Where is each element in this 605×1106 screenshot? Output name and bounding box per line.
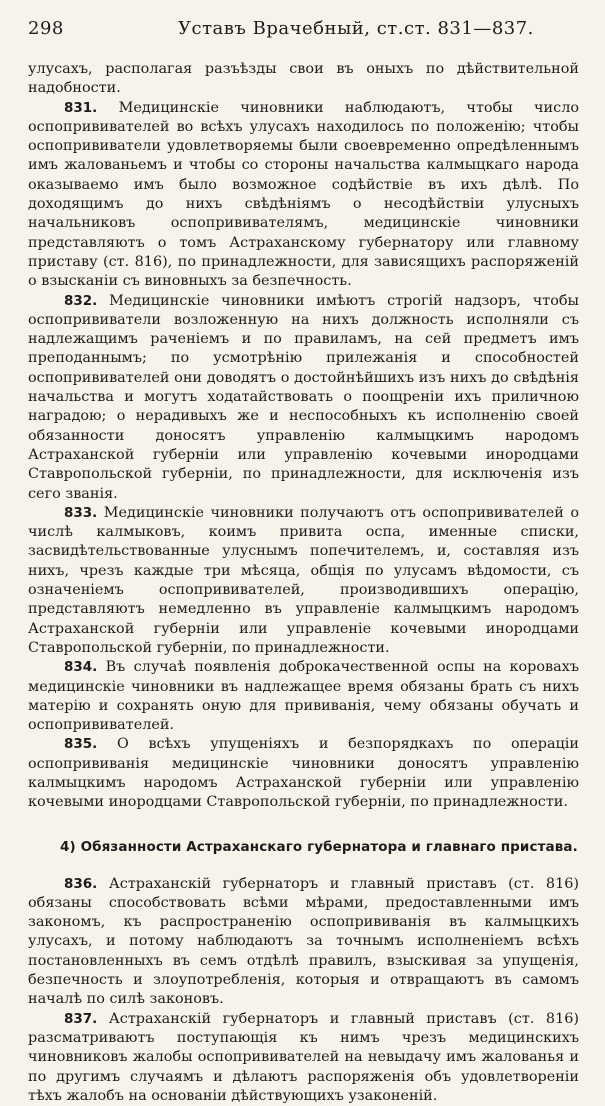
article-text: Медицинскіе чиновники наблюдаютъ, чтобы число оспопрививателей во всѣхъ улусахъ находилось по положенію; чтобы оспопрививатели удовлетворяемы были своевременно опредѣленнымъ имъ жалованьемъ и чтобы со стороны начальства калмыцкаго народа оказываемо имъ было возможное содѣйствіе въ ихъ дѣлѣ. По доходящимъ до нихъ свѣдѣніямъ о несодѣйствіи улусныхъ начальниковъ оспопрививателямъ, медицинскіе чиновники представляютъ о томъ Астраханскому губернатору или главному приставу (ст. 816), по принадлежности, для зависящихъ распоряженій о взысканіи съ виновныхъ за безпечность. xyxy=(28,99,580,290)
article-paragraph xyxy=(28,658,579,735)
article-text: Медицинскіе чиновники имѣютъ строгій надзоръ, чтобы оспопрививатели возложенную на нихъ должность исполняли съ надлежащимъ раченіемъ и по правиламъ, на сей предметъ имъ преподаннымъ; по усмотрѣнію прилежанія и способностей оспопрививателей они доводятъ о достойнѣйшихъ изъ нихъ до свѣдѣнія начальства и могутъ ходатайствовать о поощреніи ихъ приличною наградою; о нерадивыхъ же и неспособныхъ къ исполненію своей обязанности доносятъ управленію калмыцкимъ народомъ Астраханской губерніи или управленію кочевыми инородцами Ставропольской губерніи, по принадлежности, для исключенія изъ сего званія. xyxy=(28,292,579,502)
page-header xyxy=(28,18,579,48)
article-text: О всѣхъ упущеніяхъ и безпорядкахъ по операціи оспопрививанія медицинскіе чиновники доносятъ управленію калмыцкимъ народомъ Астраханской губерніи или управленію кочевыми инородцами Ставропольской губерніи, по принадлежности. xyxy=(28,736,579,811)
article-number: 836. xyxy=(64,875,98,892)
page-body xyxy=(28,60,579,1106)
article-paragraph xyxy=(28,292,579,504)
article-paragraph xyxy=(28,504,579,658)
page-number: 298 xyxy=(28,18,64,39)
article-number: 835. xyxy=(64,736,98,753)
intro-paragraph: улусахъ, располагая разъѣзды свои въ оныхъ по дѣйствительной надобности. xyxy=(28,61,579,97)
article-text: Астраханскій губернаторъ и главный приставъ (ст. 816) обязаны способствовать всѣми мѣрами, предоставленными имъ закономъ, къ распространенію оспопрививанія въ калмыцкихъ улусахъ, и потому наблюдаютъ за точнымъ исполненіемъ всѣхъ постановленныхъ въ семъ отдѣлѣ правилъ, взыскивая за упущенія, безпечность и злоупотребленія, которыя и отвращаютъ въ самомъ началѣ по силѣ законовъ. xyxy=(28,875,580,1008)
article-text: Въ случаѣ появленія доброкачественной оспы на коровахъ медицинскіе чиновники въ надлежащее время обязаны брать съ нихъ матерію и сохранять оную для прививанія, чему обязаны обучать и оспопрививателей. xyxy=(28,659,580,734)
article-text: Астраханскій губернаторъ и главный приставъ (ст. 816) разсматриваютъ поступающія къ нимъ чрезъ медицинскихъ чиновниковъ жалобы оспопрививателей на невыдачу имъ жалованья и по другимъ случаямъ и дѣлаютъ распоряженія объ удовлетвореніи тѣхъ жалобъ на основаніи дѣйствующихъ узаконеній. xyxy=(28,1010,580,1104)
section-heading: 4) Обязанности Астраханскаго губернатора и главнаго пристава. xyxy=(60,838,578,855)
articles-group-a xyxy=(28,99,579,813)
articles-group-b xyxy=(28,875,579,1106)
article-paragraph xyxy=(28,1010,579,1106)
article-number: 834. xyxy=(64,659,98,676)
running-title: Уставъ Врачебный, ст.ст. 831—837. xyxy=(178,18,534,39)
article-number: 831. xyxy=(64,99,98,116)
article-paragraph xyxy=(28,735,579,812)
article-text: Медицинскіе чиновники получаютъ отъ оспопрививателей о числѣ калмыковъ, коимъ привита оспа, именные списки, засвидѣтельствованные улуснымъ попечителемъ, и, составляя изъ нихъ, чрезъ каждые три мѣсяца, общія по улусамъ вѣдомости, съ означеніемъ оспопрививателей, производившихъ операцію, представляютъ немедленно въ управленіе калмыцкимъ народомъ Астраханской губерніи или управленіе кочевыми инородцами Ставропольской губерніи, по принадлежности. xyxy=(28,504,579,656)
article-number: 833. xyxy=(64,504,98,521)
article-number: 837. xyxy=(64,1010,98,1027)
article-paragraph xyxy=(28,99,579,292)
article-paragraph xyxy=(28,875,579,1010)
article-number: 832. xyxy=(64,292,98,309)
